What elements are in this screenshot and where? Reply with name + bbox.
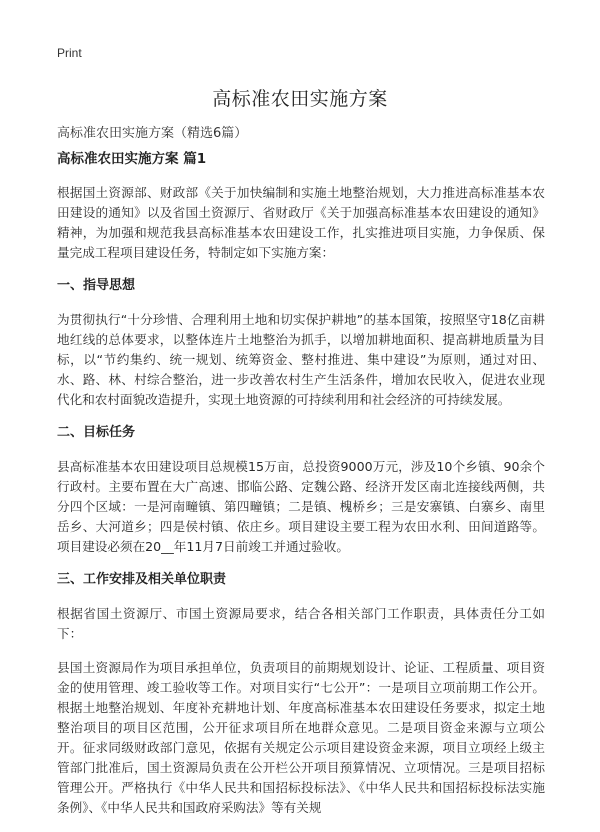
section-heading-guiding-ideology: 一、指导思想 xyxy=(57,278,136,293)
section-paragraph: 县国土资源局作为项目承担单位，负责项目的前期规划设计、论证、工程质量、项目资金的使用管理、竣工验收等工作。对项目实行“七公开”：一是项目立项前期工作公开。根据土地整治规划、年度补充耕地计划、年度高标准基本农田建设任务要求，拟定土地整治项目的项目区范围，公开征求项目所在地群众意见。二是项目资金来源与立项公开。征求同级财政部门意见，依据有关规定公示项目建设资金来源，项目立项经上级主管部门批准后，国土资源局负责在公开栏公开项目预算情况、立项情况。三是项目招标管理公开。严格执行《中华人民共和国招标投标法》、《中华人民共和国招标投标法实施条例》、《中华人民共和国政府采购法》等有关规 xyxy=(57,660,545,815)
intro-paragraph: 根据国土资源部、财政部《关于加快编制和实施土地整治规划，大力推进高标准基本农田建设的通知》以及省国土资源厅、省财政厅《关于加强高标准基本农田建设的通知》精神，为加强和规范我县高标准基本农田建设工作，扎实推进项目实施，力争保质、保量完成工程项目建设任务，特制定如下实施方案： xyxy=(57,185,545,260)
document-subtitle: 高标准农田实施方案（精选6篇） xyxy=(57,126,248,141)
section-heading-work-arrangement: 三、工作安排及相关单位职责 xyxy=(57,572,227,587)
section-paragraph: 根据省国土资源厅、市国土资源局要求，结合各相关部门工作职责，具体责任分工如下： xyxy=(57,606,545,641)
section-heading-objectives: 二、目标任务 xyxy=(57,425,136,440)
print-link[interactable]: Print xyxy=(57,46,82,60)
document-title: 高标准农田实施方案 xyxy=(212,88,388,110)
document-content xyxy=(57,150,545,832)
chapter-heading: 高标准农田实施方案 篇1 xyxy=(57,151,207,167)
section-paragraph: 县高标准基本农田建设项目总规模15万亩，总投资9000万元，涉及10个乡镇、90余个行政村。主要布置在大广高速、邯临公路、定魏公路、经济开发区南北连接线两侧，共分四个区域：一是河南疃镇、第四疃镇；二是镇、槐桥乡；三是安寨镇、白寨乡、南里岳乡、大河道乡；四是侯村镇、依庄乡。项目建设主要工程为农田水利、田间道路等。项目建设必须在20__年11月7日前竣工并通过验收。 xyxy=(57,459,545,554)
section-paragraph: 为贯彻执行“十分珍惜、合理利用土地和切实保护耕地”的基本国策，按照坚守18亿亩耕地红线的总体要求，以整体连片土地整治为抓手，以增加耕地面积、提高耕地质量为目标，以“节约集约、统一规划、统筹资金、整村推进、集中建设”为原则，通过对田、水、路、林、村综合整治，进一步改善农村生产生活条件，增加农民收入，促进农业现代化和农村面貌改造提升，实现土地资源的可持续利用和社会经济的可持续发展。 xyxy=(57,312,545,407)
